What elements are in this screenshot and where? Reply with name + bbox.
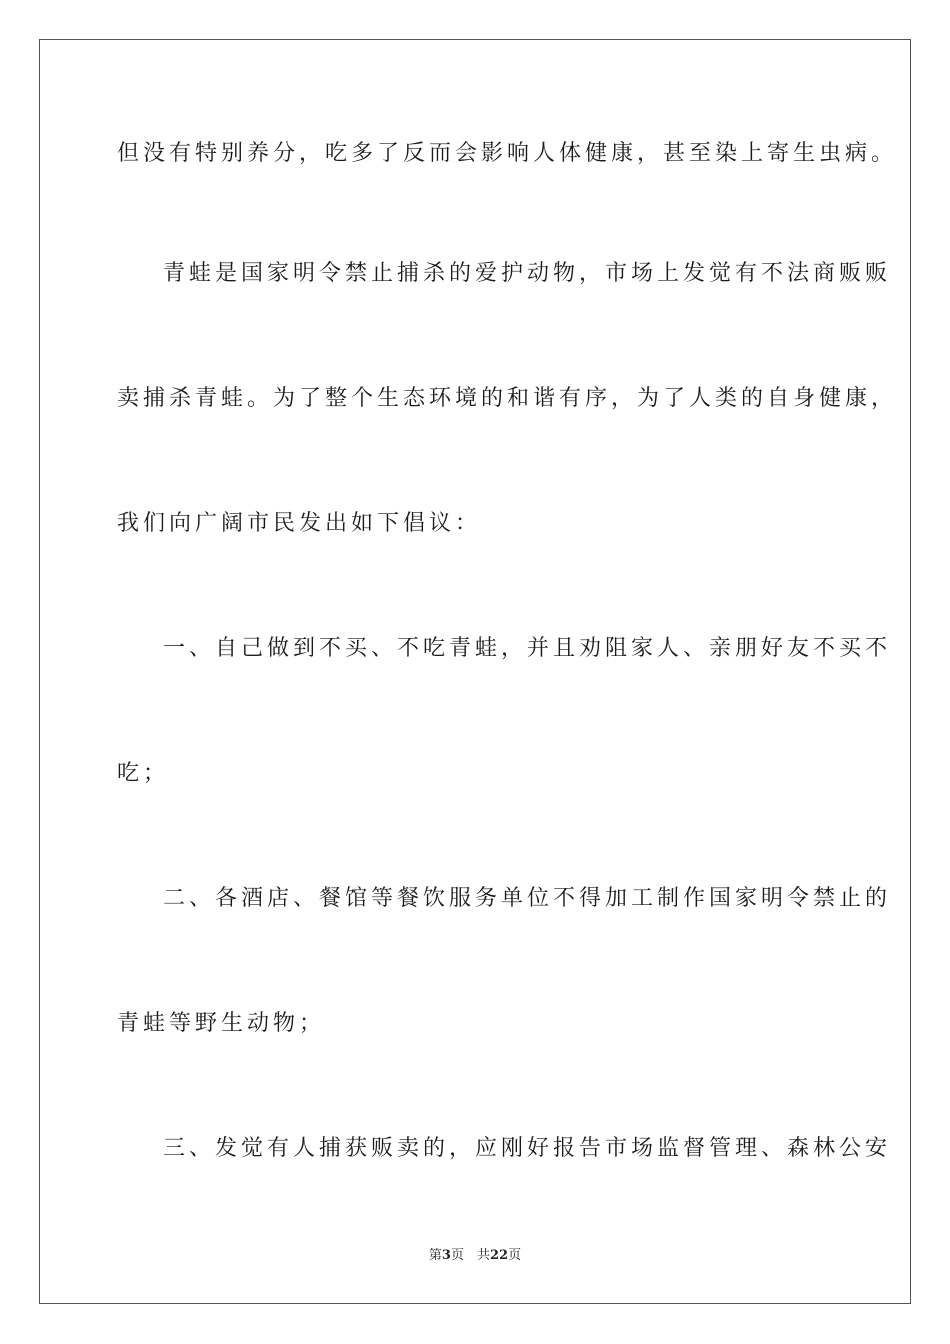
text-line: 一、自己做到不买、不吃青蛙，并且劝阻家人、亲朋好友不买不 xyxy=(163,636,892,661)
page-footer xyxy=(0,1247,950,1265)
text-line: 二、各酒店、餐馆等餐饮服务单位不得加工制作国家明令禁止的 xyxy=(163,886,892,911)
text-line: 卖捕杀青蛙。为了整个生态环境的和谐有序，为了人类的自身健康， xyxy=(117,386,898,411)
footer-prefix: 第 xyxy=(428,1248,442,1263)
total-pages-number: 22 xyxy=(489,1248,509,1263)
text-line: 吃； xyxy=(117,761,170,786)
page-border xyxy=(39,39,911,1304)
text-line: 三、发觉有人捕获贩卖的，应刚好报告市场监督管理、森林公安 xyxy=(163,1136,892,1161)
footer-suffix: 页 xyxy=(508,1248,522,1263)
text-line: 青蛙等野生动物； xyxy=(117,1011,326,1036)
text-line: 但没有特别养分，吃多了反而会影响人体健康，甚至染上寄生虫病。 xyxy=(117,141,898,166)
current-page-number: 3 xyxy=(441,1248,451,1263)
text-line: 我们向广阔市民发出如下倡议： xyxy=(117,511,482,536)
footer-middle: 页 共 xyxy=(450,1248,490,1263)
text-line: 青蛙是国家明令禁止捕杀的爱护动物，市场上发觉有不法商贩贩 xyxy=(163,261,892,286)
